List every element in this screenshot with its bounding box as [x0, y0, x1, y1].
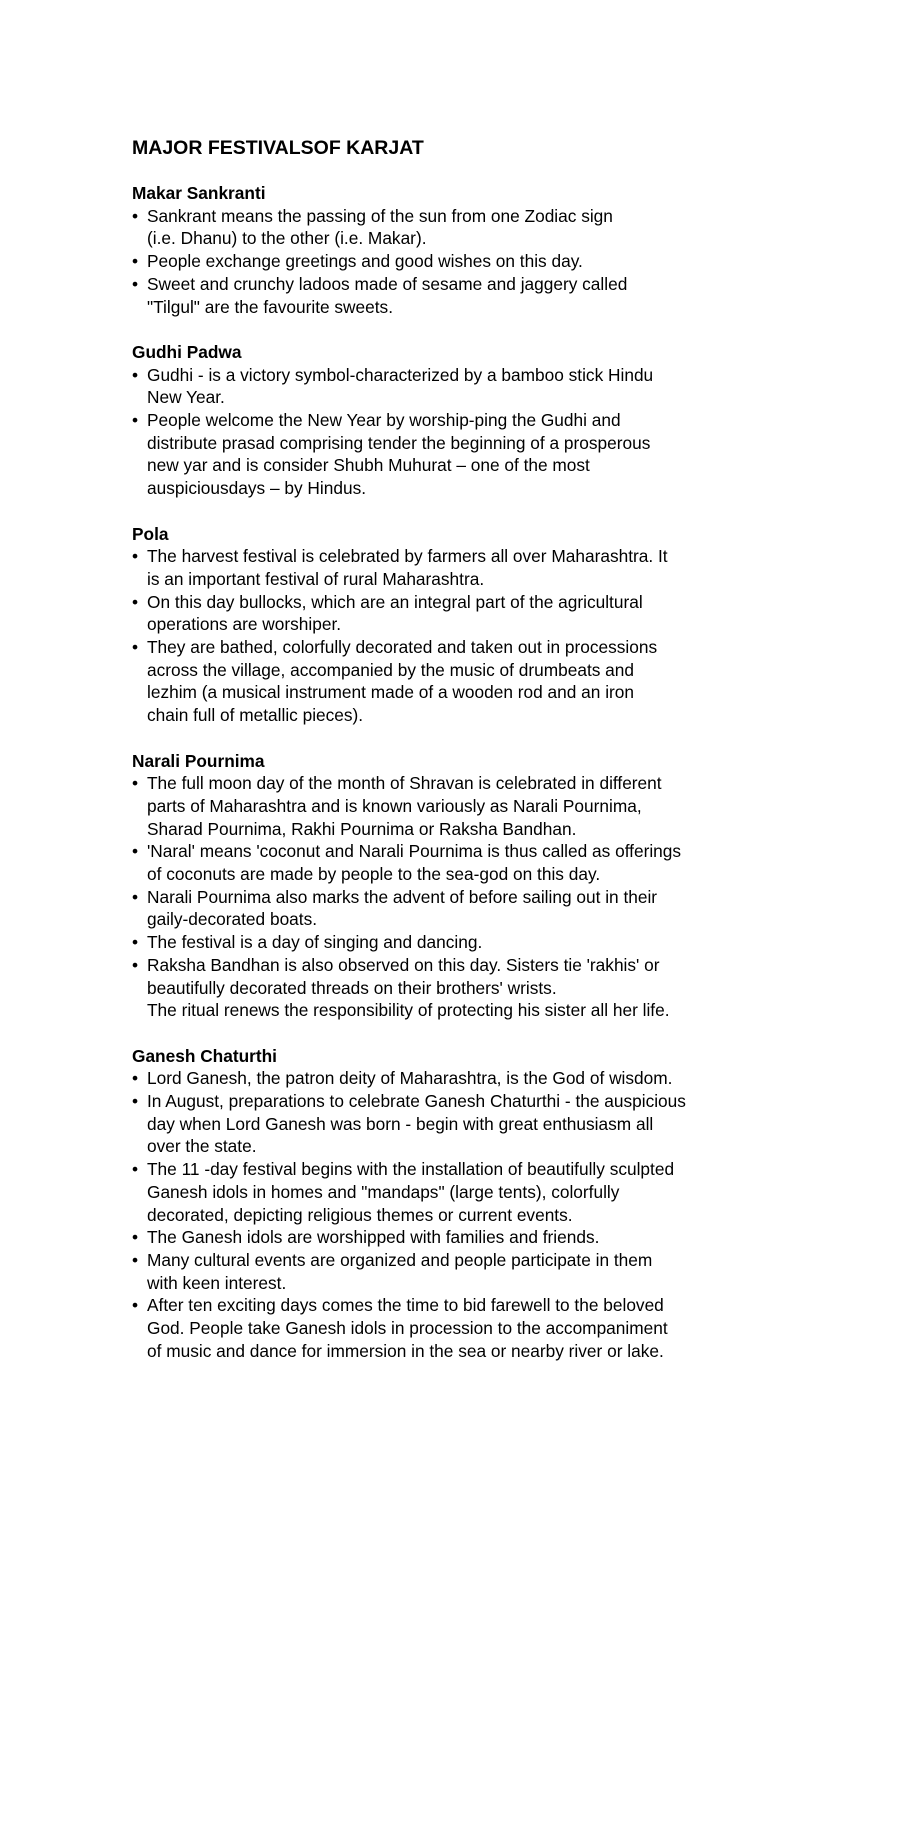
bullet-item [132, 364, 772, 409]
bullet-text-line: Narali Pournima also marks the advent of before sailing out in their [147, 886, 658, 907]
bullet-item [132, 205, 772, 250]
bullet-text-line: is an important festival of rural Maharashtra. [147, 568, 485, 589]
bullet-list [132, 364, 772, 500]
bullet-icon: • [132, 1227, 139, 1248]
bullet-item [132, 545, 772, 590]
bullet-icon: • [132, 1295, 139, 1316]
bullet-item [132, 954, 772, 1022]
bullet-text-line: On this day bullocks, which are an integral part of the agricultural [147, 591, 643, 612]
bullet-icon: • [132, 273, 139, 294]
bullet-icon: • [132, 1249, 139, 1270]
bullet-text-line: Raksha Bandhan is also observed on this day. Sisters tie 'rakhis' or [147, 954, 660, 975]
bullet-text-line: beautifully decorated threads on their brothers' wrists. [147, 977, 557, 998]
bullet-text-line: new yar and is consider Shubh Muhurat – one of the most [147, 455, 590, 476]
bullet-icon: • [132, 1068, 139, 1089]
bullet-text-line: The harvest festival is celebrated by farmers all over Maharashtra. It [147, 546, 668, 567]
bullet-text-line: People exchange greetings and good wishes on this day. [147, 251, 583, 272]
bullet-text-line: distribute prasad comprising tender the beginning of a prosperous [147, 432, 651, 453]
bullet-text-line: They are bathed, colorfully decorated and taken out in processions [147, 637, 658, 658]
document-page [132, 136, 772, 1385]
bullet-text-line: After ten exciting days comes the time to bid farewell to the beloved [147, 1295, 664, 1316]
bullet-text-line: Ganesh idols in homes and "mandaps" (large tents), colorfully [147, 1181, 620, 1202]
bullet-item [132, 931, 772, 954]
bullet-text-line: New Year. [147, 387, 225, 408]
bullet-item [132, 636, 772, 727]
bullet-text-line: "Tilgul" are the favourite sweets. [147, 296, 393, 317]
bullet-text-line: The Ganesh idols are worshipped with families and friends. [147, 1227, 600, 1248]
festival-section [132, 1045, 772, 1363]
bullet-text-line: of music and dance for immersion in the sea or nearby river or lake. [147, 1340, 664, 1361]
bullet-icon: • [132, 886, 139, 907]
bullet-item [132, 1249, 772, 1294]
bullet-item [132, 1158, 772, 1226]
bullet-icon: • [132, 591, 139, 612]
bullet-text-line: 'Naral' means 'coconut and Narali Pournima is thus called as offerings [147, 841, 682, 862]
bullet-item [132, 772, 772, 840]
bullet-text-line: Lord Ganesh, the patron deity of Maharashtra, is the God of wisdom. [147, 1068, 673, 1089]
bullet-item [132, 250, 772, 273]
bullet-list [132, 772, 772, 1022]
bullet-text-line: God. People take Ganesh idols in procession to the accompaniment [147, 1318, 668, 1339]
bullet-item [132, 1294, 772, 1362]
bullet-list [132, 545, 772, 727]
bullet-item [132, 1067, 772, 1090]
bullet-icon: • [132, 205, 139, 226]
bullet-item [132, 840, 772, 885]
section-heading: Ganesh Chaturthi [132, 1045, 277, 1066]
bullet-list [132, 1067, 772, 1362]
festival-section [132, 750, 772, 1022]
bullet-icon: • [132, 1091, 139, 1112]
bullet-item [132, 273, 772, 318]
bullet-icon: • [132, 364, 139, 385]
bullet-item [132, 1090, 772, 1158]
festival-section [132, 182, 772, 318]
bullet-text-line: over the state. [147, 1136, 257, 1157]
bullet-text-line: decorated, depicting religious themes or current events. [147, 1204, 573, 1225]
bullet-text-line: Sweet and crunchy ladoos made of sesame and jaggery called [147, 273, 628, 294]
bullet-text-line: Sharad Pournima, Rakhi Pournima or Raksha Bandhan. [147, 818, 577, 839]
bullet-text-line: chain full of metallic pieces). [147, 705, 364, 726]
bullet-text-line: across the village, accompanied by the music of drumbeats and [147, 659, 635, 680]
bullet-text-line: gaily-decorated boats. [147, 909, 318, 930]
bullet-item [132, 886, 772, 931]
bullet-item [132, 591, 772, 636]
festival-section [132, 341, 772, 500]
section-heading: Pola [132, 523, 169, 544]
bullet-list [132, 205, 772, 319]
bullet-text-line: Gudhi - is a victory symbol-characterized by a bamboo stick Hindu [147, 364, 654, 385]
bullet-text-line: The festival is a day of singing and dancing. [147, 932, 483, 953]
bullet-text-line: In August, preparations to celebrate Ganesh Chaturthi - the auspicious [147, 1091, 686, 1112]
bullet-text-line: The full moon day of the month of Shravan is celebrated in different [147, 773, 662, 794]
bullet-text-line: The ritual renews the responsibility of protecting his sister all her life. [147, 1000, 670, 1021]
bullet-icon: • [132, 773, 139, 794]
bullet-icon: • [132, 410, 139, 431]
bullet-icon: • [132, 251, 139, 272]
bullet-text-line: (i.e. Dhanu) to the other (i.e. Makar). [147, 228, 427, 249]
bullet-icon: • [132, 546, 139, 567]
bullet-text-line: operations are worshiper. [147, 614, 342, 635]
bullet-icon: • [132, 1159, 139, 1180]
bullet-text-line: lezhim (a musical instrument made of a wooden rod and an iron [147, 682, 635, 703]
bullet-item [132, 409, 772, 500]
bullet-icon: • [132, 637, 139, 658]
bullet-text-line: Sankrant means the passing of the sun from one Zodiac sign [147, 205, 613, 226]
bullet-icon: • [132, 932, 139, 953]
bullet-icon: • [132, 954, 139, 975]
document-title: MAJOR FESTIVALSOF KARJAT [132, 137, 424, 159]
section-heading: Makar Sankranti [132, 183, 266, 203]
bullet-text-line: auspiciousdays – by Hindus. [147, 478, 367, 499]
bullet-text-line: with keen interest. [147, 1272, 287, 1293]
festival-sections [132, 182, 772, 1363]
bullet-text-line: Many cultural events are organized and people participate in them [147, 1249, 653, 1270]
section-heading: Narali Pournima [132, 750, 265, 771]
bullet-text-line: People welcome the New Year by worship-ping the Gudhi and [147, 410, 621, 431]
bullet-text-line: of coconuts are made by people to the sea-god on this day. [147, 864, 601, 885]
bullet-item [132, 1226, 772, 1249]
bullet-text-line: day when Lord Ganesh was born - begin with great enthusiasm all [147, 1113, 654, 1134]
section-heading: Gudhi Padwa [132, 341, 242, 362]
festival-section [132, 523, 772, 727]
bullet-text-line: parts of Maharashtra and is known variously as Narali Pournima, [147, 795, 642, 816]
bullet-icon: • [132, 841, 139, 862]
bullet-text-line: The 11 -day festival begins with the installation of beautifully sculpted [147, 1159, 675, 1180]
